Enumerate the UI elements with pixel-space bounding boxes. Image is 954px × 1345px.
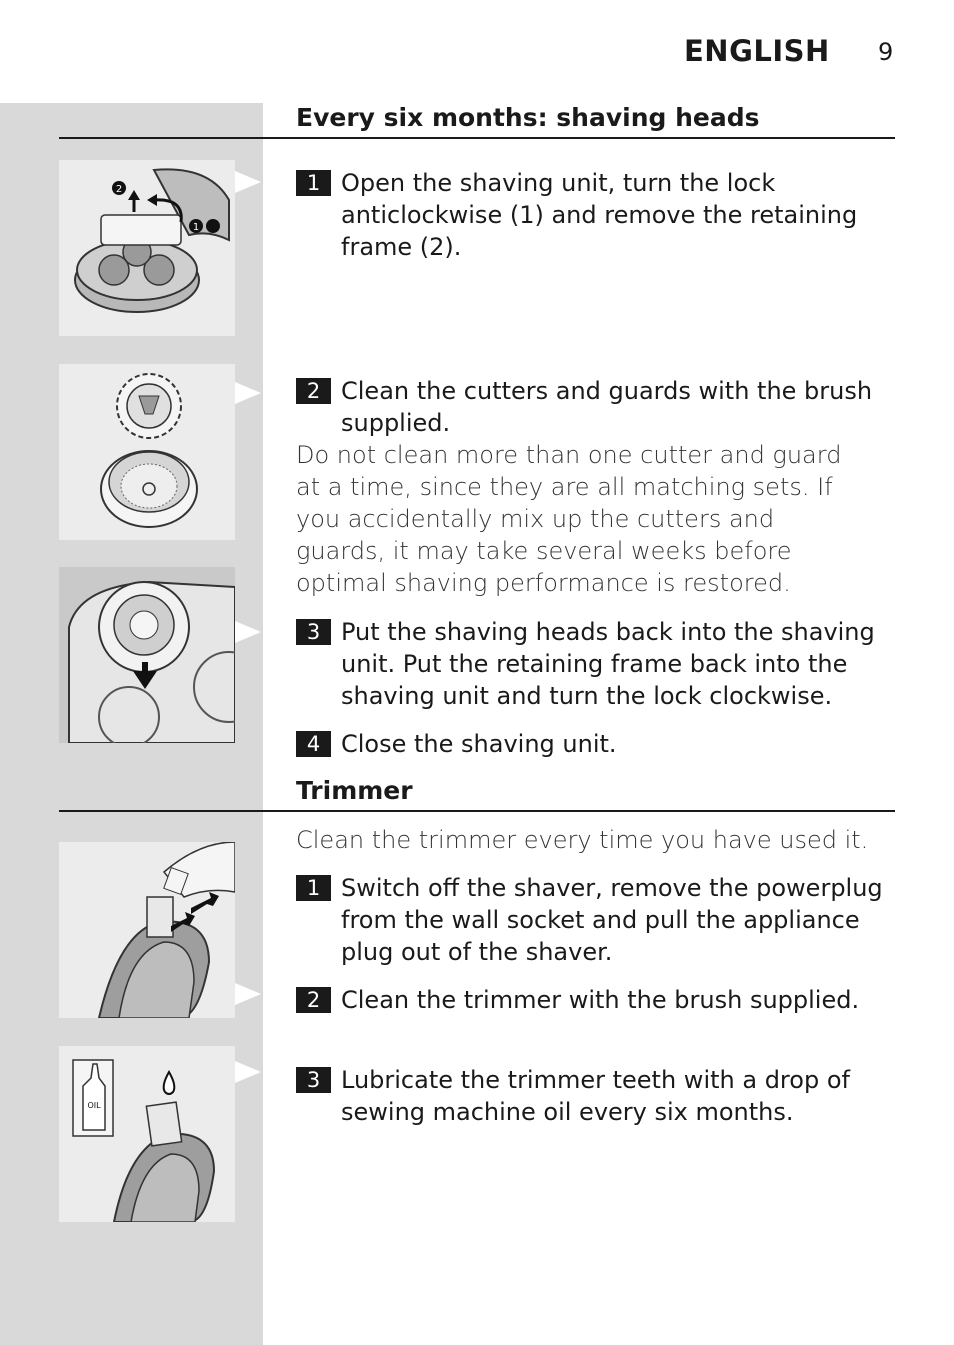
figure-clean-trimmer [59, 842, 235, 1018]
step-text: Switch off the shaver, remove the powerplug from the wall socket and pull the appliance plug out of the shaver. [341, 874, 883, 966]
oil-trimmer-icon [59, 1046, 235, 1222]
step-number-badge: 2 [296, 378, 331, 404]
figure-pointer [235, 621, 261, 643]
page-number: 9 [878, 38, 894, 66]
figure-pointer [235, 983, 261, 1005]
trimmer-brush-icon [59, 842, 235, 1018]
figure-pointer [235, 382, 261, 404]
figure-open-shaving-unit [59, 160, 235, 336]
step-number-badge: 4 [296, 731, 331, 757]
step-text: Clean the cutters and guards with the brush supplied. [341, 377, 873, 437]
shaving-step-2 [296, 375, 896, 439]
step-number-badge: 1 [296, 875, 331, 901]
step-number-badge: 2 [296, 987, 331, 1013]
marker-1-label: 1 [192, 222, 200, 233]
figure-oil-trimmer [59, 1046, 235, 1222]
figure-pointer [235, 171, 261, 193]
cleaning-note: Do not clean more than one cutter and guard at a time, since they are all matching sets. If you accidentally mix up the cutters and guards, it may take several weeks before optimal shaving performance is restored. [296, 441, 842, 597]
section-divider [59, 137, 895, 139]
oil-label: OIL [87, 1101, 101, 1110]
step-text: Close the shaving unit. [341, 730, 617, 758]
step-text: Lubricate the trimmer teeth with a drop of sewing machine oil every six months. [341, 1066, 850, 1126]
shaving-step-4 [296, 728, 896, 760]
header-language: ENGLISH [684, 34, 830, 68]
step-number-badge: 3 [296, 1067, 331, 1093]
step-number-badge: 1 [296, 170, 331, 196]
trimmer-step-1 [296, 872, 896, 968]
shaving-step-3 [296, 616, 896, 712]
section-title-shaving-heads: Every six months: shaving heads [296, 103, 760, 132]
cutter-guard-icon [59, 364, 235, 540]
marker-2-label: 2 [115, 184, 123, 195]
section-title-trimmer: Trimmer [296, 776, 413, 805]
figure-insert-shaving-heads [59, 567, 235, 743]
trimmer-step-2 [296, 984, 896, 1016]
insert-heads-icon [59, 567, 235, 743]
section-divider [59, 810, 895, 812]
shaving-step-1 [296, 167, 896, 263]
step-text: Clean the trimmer with the brush supplied. [341, 986, 860, 1014]
step-text: Open the shaving unit, turn the lock anticlockwise (1) and remove the retaining frame (2). [341, 169, 858, 261]
shaving-unit-open-icon [59, 160, 235, 336]
figure-pointer [235, 1061, 261, 1083]
trimmer-intro: Clean the trimmer every time you have used it. [296, 826, 869, 854]
figure-cutter-and-guard [59, 364, 235, 540]
step-number-badge: 3 [296, 619, 331, 645]
trimmer-step-3 [296, 1064, 896, 1128]
step-text: Put the shaving heads back into the shaving unit. Put the retaining frame back into the shaving unit and turn the lock clockwise. [341, 618, 875, 710]
